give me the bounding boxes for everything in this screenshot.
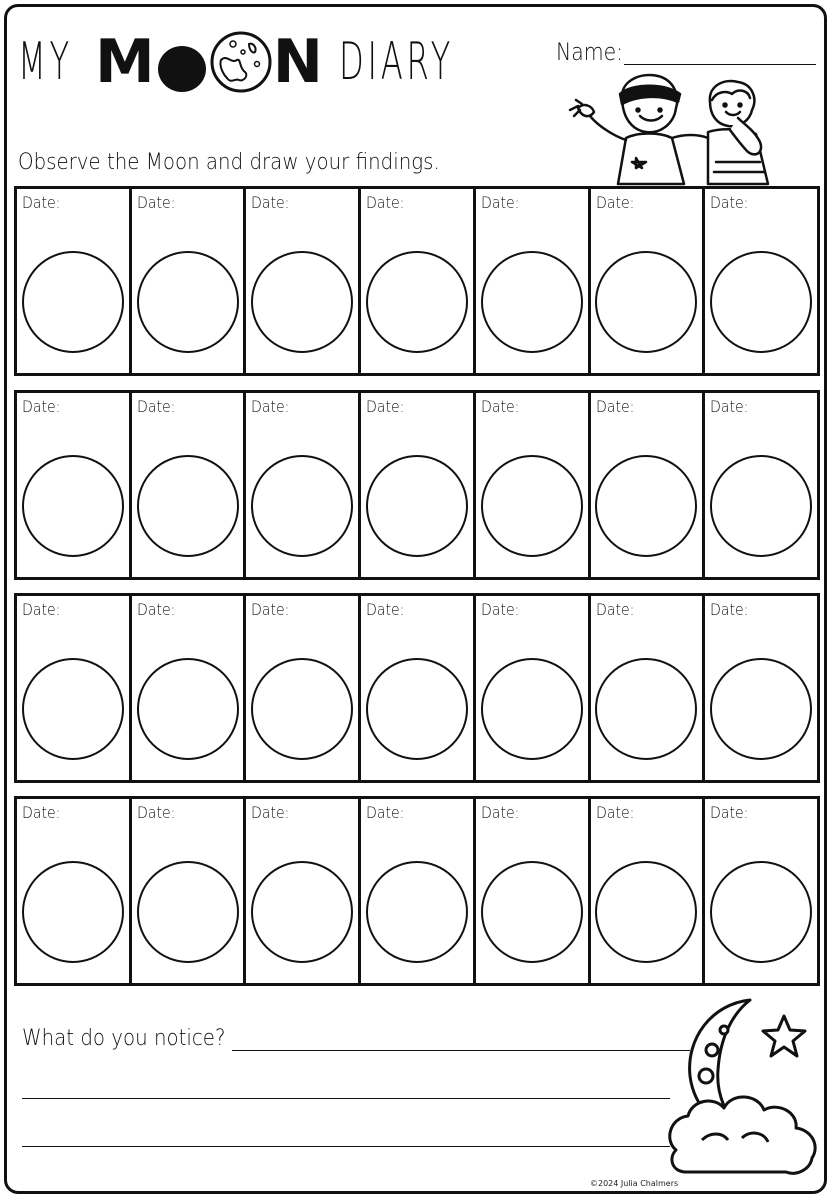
moon-drawing-circle[interactable] — [710, 658, 812, 760]
moon-drawing-circle[interactable] — [22, 455, 124, 557]
moon-drawing-circle[interactable] — [251, 658, 353, 760]
observation-cell[interactable] — [476, 596, 591, 780]
answer-line-3[interactable] — [22, 1146, 670, 1147]
title-diary: DIARY — [338, 32, 454, 92]
observation-cell[interactable] — [361, 393, 476, 577]
observation-cell[interactable] — [132, 596, 247, 780]
moon-drawing-circle[interactable] — [481, 861, 583, 963]
moon-drawing-circle[interactable] — [481, 658, 583, 760]
moon-drawing-circle[interactable] — [710, 251, 812, 353]
observation-cell[interactable] — [17, 596, 132, 780]
date-label: Date: — [22, 600, 61, 619]
title-my: MY — [18, 32, 73, 92]
date-label: Date: — [710, 193, 749, 212]
copyright: ©2024 Julia Chalmers — [590, 1179, 679, 1188]
moon-drawing-circle[interactable] — [137, 251, 239, 353]
moon-drawing-circle[interactable] — [251, 861, 353, 963]
name-label: Name: — [556, 38, 624, 66]
moon-drawing-circle[interactable] — [137, 658, 239, 760]
observation-cell[interactable] — [591, 799, 706, 983]
observation-cell[interactable] — [591, 393, 706, 577]
observation-cell[interactable] — [591, 189, 706, 373]
observation-cell[interactable] — [361, 799, 476, 983]
moon-drawing-circle[interactable] — [22, 251, 124, 353]
date-label: Date: — [251, 600, 290, 619]
moon-drawing-circle[interactable] — [595, 455, 697, 557]
title-moon-n: N — [272, 27, 323, 97]
observation-cell[interactable] — [476, 393, 591, 577]
observation-row — [14, 593, 820, 783]
date-label: Date: — [595, 600, 634, 619]
moon-drawing-circle[interactable] — [366, 455, 468, 557]
observation-row — [14, 186, 820, 376]
answer-line-1[interactable] — [232, 1050, 690, 1051]
moon-drawing-circle[interactable] — [595, 251, 697, 353]
date-label: Date: — [710, 397, 749, 416]
instructions: Observe the Moon and draw your findings. — [18, 150, 440, 175]
date-label: Date: — [710, 600, 749, 619]
moon-globe-icon — [209, 30, 273, 94]
title-moon-o — [155, 39, 209, 89]
date-label: Date: — [251, 803, 290, 822]
observation-cell[interactable] — [246, 596, 361, 780]
moon-drawing-circle[interactable] — [710, 455, 812, 557]
observation-cell[interactable] — [705, 393, 817, 577]
moon-cloud-decoration — [662, 990, 827, 1189]
date-label: Date: — [366, 600, 405, 619]
observation-cell[interactable] — [591, 596, 706, 780]
question-label: What do you notice? — [22, 1026, 226, 1051]
observation-cell[interactable] — [705, 596, 817, 780]
date-label: Date: — [366, 193, 405, 212]
date-label: Date: — [22, 803, 61, 822]
date-label: Date: — [136, 803, 176, 822]
cloud-icon — [670, 1097, 815, 1173]
moon-drawing-circle[interactable] — [595, 658, 697, 760]
moon-drawing-circle[interactable] — [251, 251, 353, 353]
observation-cell[interactable] — [476, 799, 591, 983]
moon-drawing-circle[interactable] — [137, 455, 239, 557]
date-label: Date: — [136, 397, 176, 416]
observation-cell[interactable] — [246, 189, 361, 373]
observation-cell[interactable] — [17, 799, 132, 983]
date-label: Date: — [710, 803, 749, 822]
moon-drawing-circle[interactable] — [481, 251, 583, 353]
title-moon — [95, 27, 323, 97]
observation-cell[interactable] — [132, 189, 247, 373]
date-label: Date: — [480, 803, 520, 822]
date-label: Date: — [251, 397, 290, 416]
date-label: Date: — [136, 600, 176, 619]
moon-drawing-circle[interactable] — [481, 455, 583, 557]
answer-line-2[interactable] — [22, 1098, 670, 1099]
date-label: Date: — [480, 600, 520, 619]
page-title — [18, 24, 524, 100]
observation-cell[interactable] — [132, 393, 247, 577]
date-label: Date: — [595, 803, 634, 822]
observation-cell[interactable] — [246, 393, 361, 577]
name-field[interactable] — [624, 64, 816, 65]
date-label: Date: — [480, 193, 520, 212]
date-label: Date: — [366, 803, 405, 822]
date-label: Date: — [366, 397, 405, 416]
observation-cell[interactable] — [705, 189, 817, 373]
date-label: Date: — [595, 193, 634, 212]
observation-cell[interactable] — [17, 393, 132, 577]
moon-drawing-circle[interactable] — [366, 658, 468, 760]
title-moon-m: M — [95, 27, 155, 97]
star-icon — [763, 1016, 805, 1056]
moon-drawing-circle[interactable] — [595, 861, 697, 963]
observation-cell[interactable] — [361, 596, 476, 780]
observation-cell[interactable] — [361, 189, 476, 373]
date-label: Date: — [480, 397, 520, 416]
observation-cell[interactable] — [476, 189, 591, 373]
observation-row — [14, 390, 820, 580]
date-label: Date: — [22, 397, 61, 416]
observation-row — [14, 796, 820, 986]
moon-drawing-circle[interactable] — [710, 861, 812, 963]
moon-drawing-circle[interactable] — [366, 861, 468, 963]
moon-drawing-circle[interactable] — [137, 861, 239, 963]
date-label: Date: — [22, 193, 61, 212]
observation-cell[interactable] — [705, 799, 817, 983]
observation-cell[interactable] — [132, 799, 247, 983]
date-label: Date: — [136, 193, 176, 212]
date-label: Date: — [251, 193, 290, 212]
kids-illustration — [560, 72, 785, 191]
observation-cell[interactable] — [17, 189, 132, 373]
moon-drawing-circle[interactable] — [22, 658, 124, 760]
date-label: Date: — [595, 397, 634, 416]
moon-drawing-circle[interactable] — [251, 455, 353, 557]
moon-drawing-circle[interactable] — [366, 251, 468, 353]
moon-drawing-circle[interactable] — [22, 861, 124, 963]
observation-cell[interactable] — [246, 799, 361, 983]
